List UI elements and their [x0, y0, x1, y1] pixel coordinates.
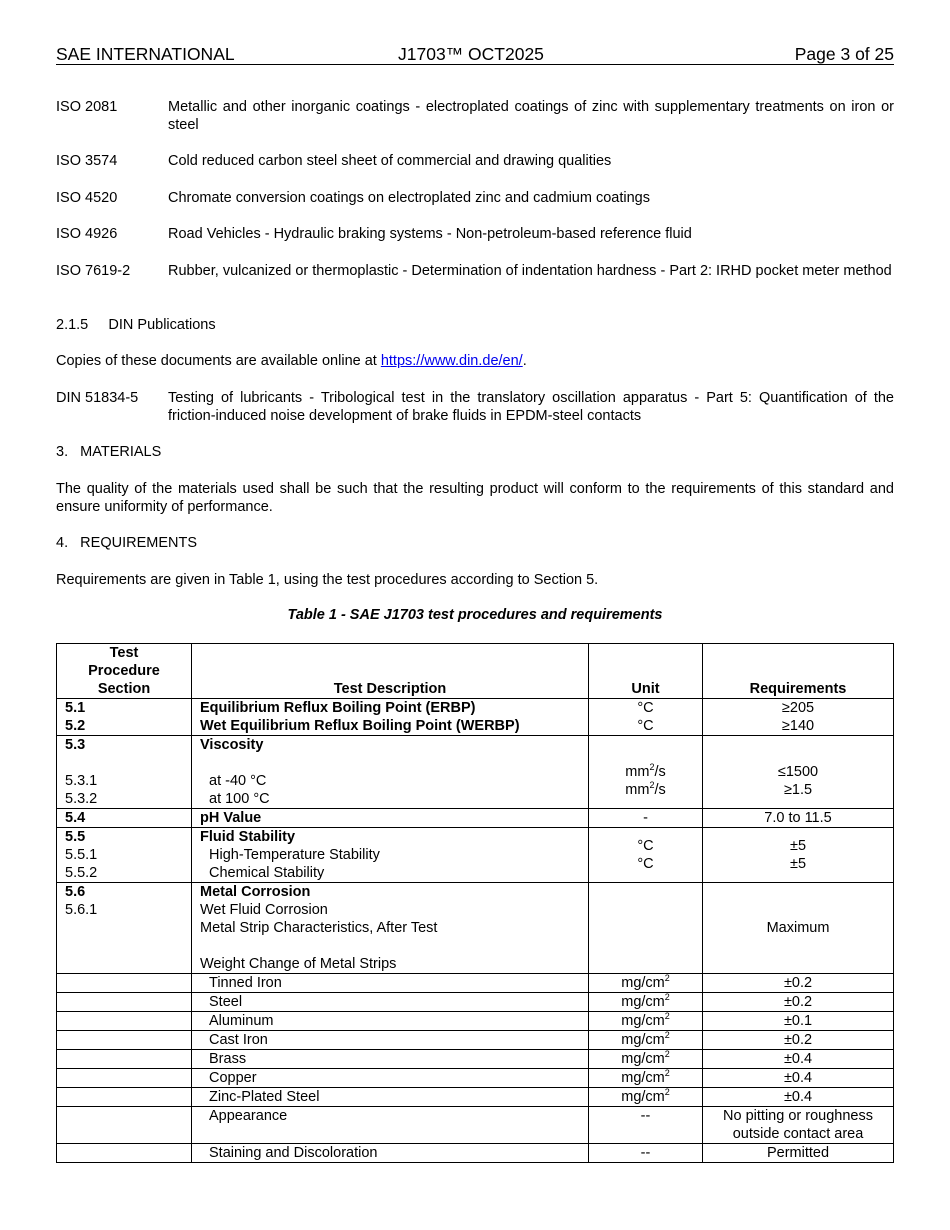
- req-text: ≥205: [781, 700, 815, 716]
- section-num: 5.3.1: [65, 773, 98, 789]
- cell-req: ±0.4: [703, 1069, 894, 1088]
- din-copies-text: [56, 352, 894, 370]
- desc-text: at -40 °C: [209, 773, 267, 789]
- cell-desc: [192, 736, 589, 809]
- table-row: [57, 828, 894, 883]
- ref-desc: Rubber, vulcanized or thermoplastic - Determination of indentation hardness - Part 2: IRHD pocket meter method: [168, 263, 892, 279]
- req-text: ±5: [789, 838, 807, 854]
- table-row: [57, 993, 894, 1012]
- req-text: ±5: [789, 856, 807, 872]
- cell-section: [57, 1050, 192, 1069]
- requirements-heading: 4. REQUIREMENTS: [56, 535, 197, 551]
- unit-base: mg/cm: [621, 994, 665, 1010]
- unit-text: [597, 781, 694, 799]
- cell-req: ±0.4: [703, 1050, 894, 1069]
- table-row: [57, 1012, 894, 1031]
- ref-desc: Testing of lubricants - Tribological test in the translatory oscillation apparatus - Part 5: Quantification of the friction-induced noise development of brake fluids in EPDM-steel contacts: [168, 390, 894, 424]
- th-unit: Unit: [589, 644, 703, 699]
- table-row: [57, 883, 894, 974]
- table-row: [57, 809, 894, 828]
- cell-unit: -: [589, 809, 703, 828]
- cell-section: [57, 974, 192, 993]
- desc-text: Metal Corrosion: [200, 884, 311, 900]
- cell-req: ±0.4: [703, 1088, 894, 1107]
- cell-desc: [192, 1107, 589, 1144]
- unit-sup: 2: [664, 1068, 670, 1079]
- cell-unit: [589, 1069, 703, 1088]
- cell-unit: [589, 1031, 703, 1050]
- cell-desc: pH Value: [192, 809, 589, 828]
- cell-req: Maximum: [703, 883, 894, 974]
- din-copies-prefix: Copies of these documents are available online at: [56, 353, 381, 369]
- requirements-text: Requirements are given in Table 1, using the test procedures according to Section 5.: [56, 572, 599, 588]
- cell-unit: [589, 993, 703, 1012]
- cell-section: [57, 1012, 192, 1031]
- section-num: 5.6.1: [65, 902, 98, 918]
- cell-desc: [192, 883, 589, 974]
- unit-base: mg/cm: [621, 1032, 665, 1048]
- cell-req: [703, 736, 894, 809]
- ref-desc: Metallic and other inorganic coatings - electroplated coatings of zinc with supplementary treatments on iron or steel: [168, 99, 894, 133]
- cell-section: [57, 1031, 192, 1050]
- desc-text: Wet Fluid Corrosion: [200, 902, 328, 918]
- table-caption: Table 1 - SAE J1703 test procedures and requirements: [287, 607, 663, 623]
- req-text: ≤1500: [777, 764, 819, 780]
- desc-text: Staining and Discoloration: [209, 1145, 378, 1161]
- table-header-row: [57, 644, 894, 699]
- cell-req: ±0.2: [703, 993, 894, 1012]
- iso-ref: [56, 152, 894, 170]
- th-section: [57, 644, 192, 699]
- unit-base: mg/cm: [621, 1070, 665, 1086]
- table-row: [57, 974, 894, 993]
- section-num: 5.2: [65, 718, 86, 734]
- ref-code: ISO 2081: [56, 99, 118, 115]
- unit-sup: 2: [649, 762, 655, 773]
- cell-desc: [192, 1088, 589, 1107]
- cell-section: [57, 1088, 192, 1107]
- desc-text: Fluid Stability: [200, 829, 296, 845]
- unit-text: °C: [637, 856, 654, 872]
- unit-base: mg/cm: [621, 1089, 665, 1105]
- desc-text: Wet Equilibrium Reflux Boiling Point (WERBP): [200, 718, 520, 734]
- iso-ref: [56, 225, 894, 243]
- desc-text: Viscosity: [200, 737, 264, 753]
- unit-sup: 2: [664, 1030, 670, 1041]
- ref-desc: Cold reduced carbon steel sheet of commercial and drawing qualities: [168, 153, 612, 169]
- th-section-line: Section: [97, 681, 151, 697]
- iso-ref: [56, 98, 894, 134]
- table-row: [57, 1144, 894, 1163]
- unit-tail: /s: [654, 764, 666, 780]
- cell-req: Permitted: [703, 1144, 894, 1163]
- th-section-line: Procedure: [88, 663, 160, 679]
- cell-req: [703, 828, 894, 883]
- iso-ref: [56, 189, 894, 207]
- metal-name: Tinned Iron: [209, 975, 282, 991]
- req-text: ≥1.5: [783, 782, 813, 798]
- ref-desc: Road Vehicles - Hydraulic braking systems - Non-petroleum-based reference fluid: [168, 226, 692, 242]
- section-num: 5.3.2: [65, 791, 98, 807]
- desc-text: Appearance: [209, 1108, 288, 1124]
- cell-unit: [589, 883, 703, 974]
- cell-section: 5.4: [57, 809, 192, 828]
- section-num: 5.6: [65, 884, 86, 900]
- desc-text: Chemical Stability: [209, 865, 325, 881]
- req-text: ≥140: [781, 718, 815, 734]
- ref-code: ISO 7619-2: [56, 263, 131, 279]
- unit-sup: 2: [664, 1011, 670, 1022]
- table-row: [57, 1107, 894, 1144]
- cell-req: [703, 699, 894, 736]
- header-org: SAE INTERNATIONAL: [56, 44, 235, 64]
- cell-req: 7.0 to 11.5: [703, 809, 894, 828]
- cell-section: [57, 1069, 192, 1088]
- desc-text: Metal Strip Characteristics, After Test: [200, 920, 438, 936]
- ref-desc: Chromate conversion coatings on electroplated zinc and cadmium coatings: [168, 190, 650, 206]
- cell-req: ±0.1: [703, 1012, 894, 1031]
- unit-sup: 2: [664, 973, 670, 984]
- cell-desc: [192, 1031, 589, 1050]
- unit-text: °C: [637, 838, 654, 854]
- requirements-table: [56, 643, 894, 1163]
- cell-desc: [192, 974, 589, 993]
- materials-text: The quality of the materials used shall be such that the resulting product will conform to the requirements of this standard and ensure uniformity of performance.: [56, 481, 894, 515]
- header-doc-id: J1703™ OCT2025: [398, 44, 544, 64]
- iso-ref: [56, 262, 894, 280]
- unit-text: °C: [637, 700, 654, 716]
- section-num: 5.5.2: [65, 865, 98, 881]
- cell-section: [57, 828, 192, 883]
- unit-base: mg/cm: [621, 975, 665, 991]
- unit-base: mg/cm: [621, 1013, 665, 1029]
- cell-section: [57, 1107, 192, 1144]
- cell-desc: [192, 1012, 589, 1031]
- cell-unit: [589, 736, 703, 809]
- table-row: [57, 699, 894, 736]
- unit-base: mg/cm: [621, 1051, 665, 1067]
- cell-unit: [589, 1050, 703, 1069]
- unit-tail: /s: [654, 782, 666, 798]
- table-row: [57, 1069, 894, 1088]
- unit-sup: 2: [664, 992, 670, 1003]
- cell-section: [57, 1144, 192, 1163]
- desc-text: at 100 °C: [209, 791, 270, 807]
- section-num: 5.3: [65, 737, 86, 753]
- ref-code: ISO 3574: [56, 153, 118, 169]
- ref-code: ISO 4520: [56, 190, 118, 206]
- ref-code: DIN 51834-5: [56, 390, 139, 406]
- table-row: [57, 736, 894, 809]
- cell-section: [57, 736, 192, 809]
- cell-req: ±0.2: [703, 974, 894, 993]
- din-copies-suffix: .: [522, 353, 527, 369]
- cell-unit: --: [589, 1144, 703, 1163]
- cell-section: [57, 699, 192, 736]
- din-heading: 2.1.5 DIN Publications: [56, 317, 216, 333]
- metal-name: Copper: [209, 1070, 257, 1086]
- desc-text: Weight Change of Metal Strips: [200, 956, 397, 972]
- unit-base: mm: [625, 764, 650, 780]
- table-row: [57, 1088, 894, 1107]
- cell-unit: [589, 974, 703, 993]
- cell-desc: [192, 1069, 589, 1088]
- table-row: [57, 1031, 894, 1050]
- unit-sup: 2: [664, 1087, 670, 1098]
- metal-name: Brass: [209, 1051, 247, 1067]
- cell-unit: [589, 828, 703, 883]
- desc-text: High-Temperature Stability: [209, 847, 380, 863]
- cell-section: [57, 883, 192, 974]
- unit-sup: 2: [664, 1049, 670, 1060]
- metal-name: Cast Iron: [209, 1032, 268, 1048]
- cell-unit: [589, 1088, 703, 1107]
- cell-req: ±0.2: [703, 1031, 894, 1050]
- section-num: 5.5: [65, 829, 86, 845]
- desc-text: Equilibrium Reflux Boiling Point (ERBP): [200, 700, 476, 716]
- unit-base: mm: [625, 782, 650, 798]
- page-header: [56, 44, 894, 65]
- din-link[interactable]: https://www.din.de/en/: [380, 353, 523, 369]
- metal-name: Zinc-Plated Steel: [209, 1089, 320, 1105]
- cell-section: [57, 993, 192, 1012]
- cell-req: No pitting or roughness outside contact area: [703, 1107, 894, 1144]
- section-num: 5.1: [65, 700, 86, 716]
- cell-desc: [192, 828, 589, 883]
- unit-text: °C: [637, 718, 654, 734]
- table-row: [57, 1050, 894, 1069]
- cell-unit: --: [589, 1107, 703, 1144]
- cell-desc: [192, 993, 589, 1012]
- header-page-number: Page 3 of 25: [794, 44, 894, 64]
- din-ref: [56, 389, 894, 425]
- unit-text: [597, 763, 694, 781]
- ref-code: ISO 4926: [56, 226, 118, 242]
- cell-unit: [589, 699, 703, 736]
- cell-unit: [589, 1012, 703, 1031]
- cell-desc: [192, 1050, 589, 1069]
- cell-desc: [192, 699, 589, 736]
- section-num: 5.5.1: [65, 847, 98, 863]
- th-desc: Test Description: [192, 644, 589, 699]
- th-req: Requirements: [703, 644, 894, 699]
- metal-name: Steel: [209, 994, 243, 1010]
- th-section-line: Test: [109, 645, 139, 661]
- unit-sup: 2: [649, 780, 655, 791]
- cell-desc: [192, 1144, 589, 1163]
- materials-heading: 3. MATERIALS: [56, 444, 162, 460]
- metal-name: Aluminum: [209, 1013, 274, 1029]
